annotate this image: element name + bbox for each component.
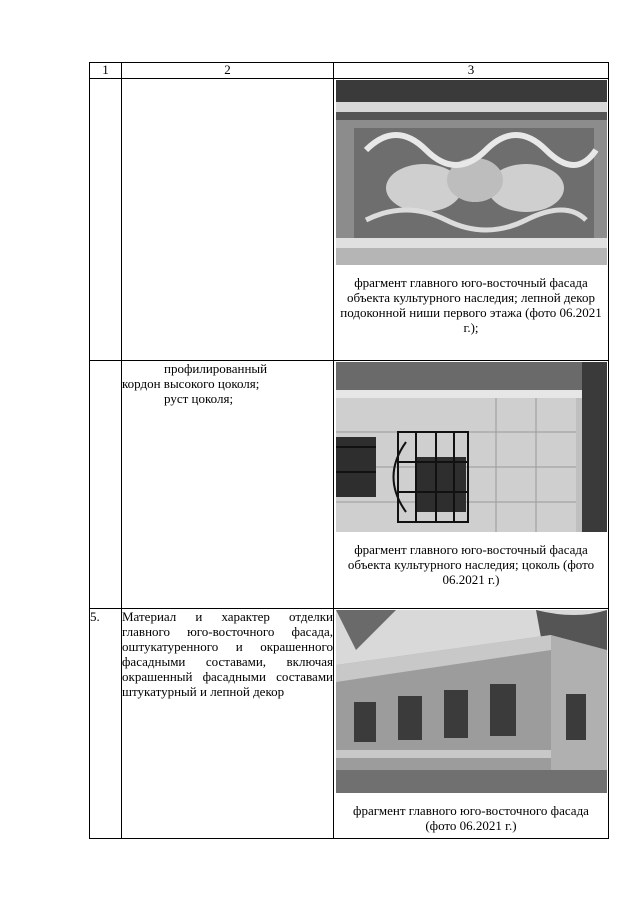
table-header-row	[90, 63, 609, 79]
row-number: 5.	[90, 609, 122, 839]
description-line: профилированный	[164, 361, 268, 376]
row-photo-cell	[334, 609, 609, 839]
row-description	[122, 361, 334, 609]
photo-caption: фрагмент главного юго-восточный фасада объекта культурного наследия; лепной декор подоконной ниши первого этажа (фото 06.2021 г.);	[340, 275, 602, 335]
row-number	[90, 361, 122, 609]
header-cell-2: 2	[122, 63, 334, 79]
row-photo-cell	[334, 361, 609, 609]
row-description: Материал и характер отделки главного юго-восточного фасада, оштукатуренного и окрашенного фасадными составами, включая окрашенный фасадными составами штукатурный и лепной декор	[122, 609, 334, 839]
table-row	[90, 79, 609, 361]
facade-photo-icon	[336, 610, 607, 793]
row-photo-cell	[334, 79, 609, 361]
table-row	[90, 609, 609, 839]
photo-caption: фрагмент главного юго-восточный фасада объекта культурного наследия; цоколь (фото 06.2021 г.)	[347, 542, 595, 587]
row-number	[90, 79, 122, 361]
table-row	[90, 361, 609, 609]
row-description	[122, 79, 334, 361]
header-cell-1: 1	[90, 63, 122, 79]
ornament-photo-icon	[336, 80, 607, 265]
header-cell-3: 3	[334, 63, 609, 79]
document-table	[89, 62, 609, 839]
photo-caption: фрагмент главного юго-восточного фасада (фото 06.2021 г.)	[353, 803, 589, 833]
plinth-photo-icon	[336, 362, 607, 532]
description-line: кордон высокого цоколя;	[122, 376, 260, 391]
description-line: руст цоколя;	[164, 391, 234, 406]
